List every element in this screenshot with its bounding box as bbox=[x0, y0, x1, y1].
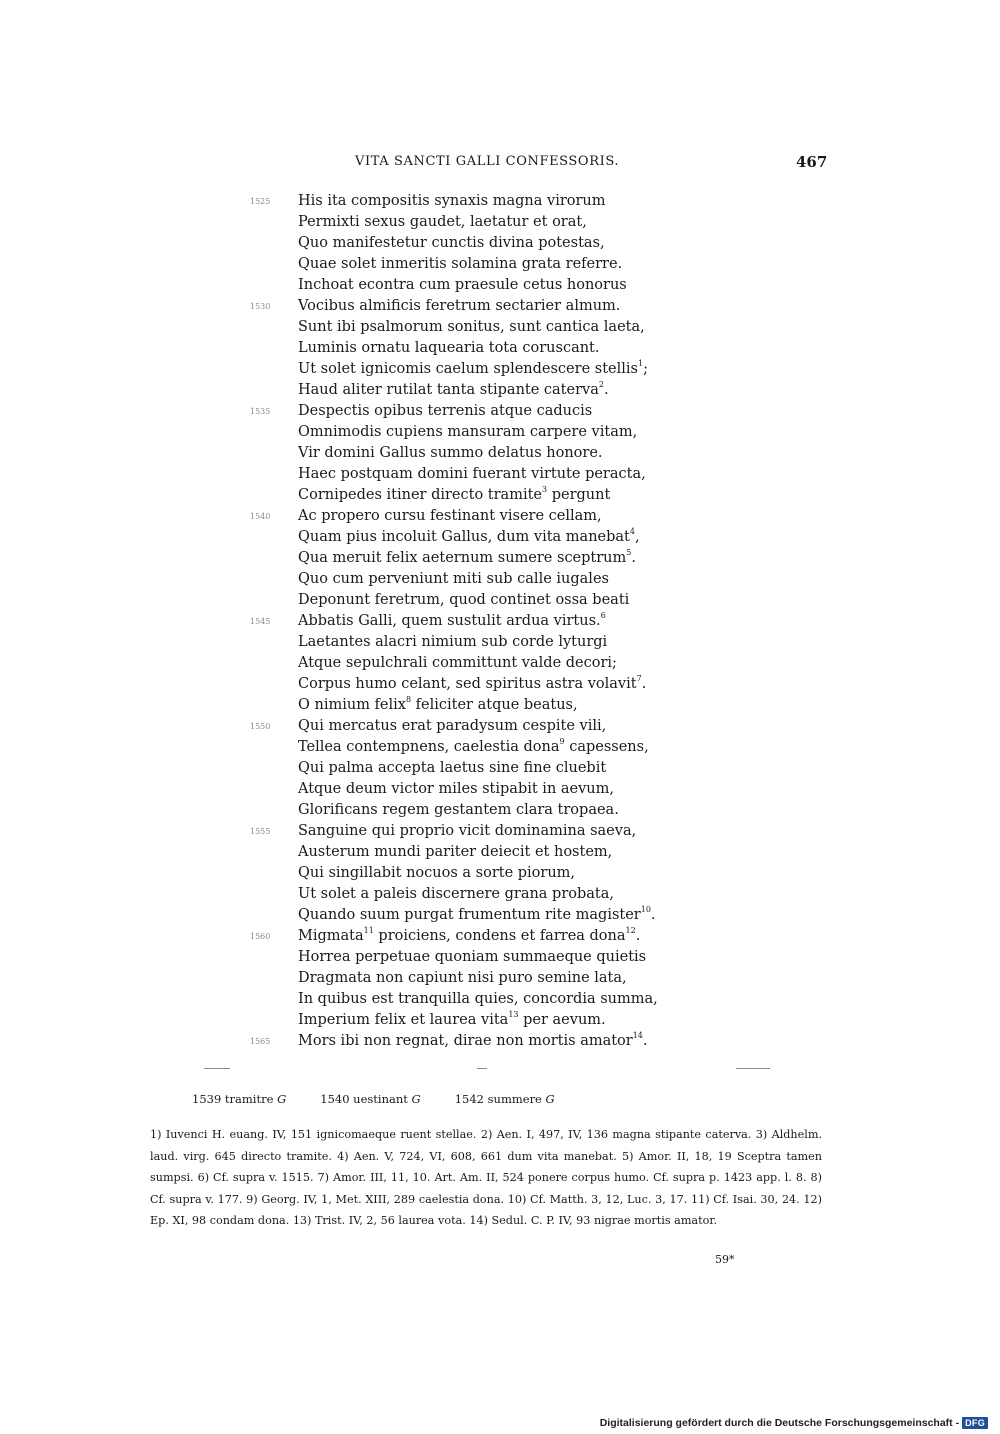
dfg-logo-icon: DFG bbox=[962, 1417, 988, 1429]
witness-siglum: G bbox=[277, 1092, 287, 1106]
digitization-credit bbox=[600, 1417, 988, 1429]
line-number: 1540 bbox=[250, 512, 271, 521]
verse-line bbox=[250, 1010, 700, 1031]
verse-text: Quo cum perveniunt miti sub calle iugales bbox=[298, 571, 609, 587]
verse-line bbox=[250, 590, 700, 611]
verse-line bbox=[250, 548, 700, 569]
verse-text: Luminis ornatu laquearia tota coruscant. bbox=[298, 340, 600, 356]
footnote-marker: 8 bbox=[405, 695, 412, 705]
verse-line bbox=[250, 758, 700, 779]
verse-text: Haec postquam domini fuerant virtute peracta, bbox=[298, 466, 646, 482]
footnote-marker: 6 bbox=[600, 611, 606, 621]
verse-line bbox=[250, 737, 700, 758]
footnote-marker: 5 bbox=[626, 548, 632, 558]
verse-text: Ac propero cursu festinant visere cellam, bbox=[298, 508, 602, 524]
verse-text: Horrea perpetuae quoniam summaeque quietis bbox=[298, 949, 647, 965]
footnotes: 1) Iuvenci H. euang. IV, 151 ignicomaeque ruent stellae. 2) Aen. I, 497, IV, 136 magna stipante caterva. 3) Aldhelm. laud. virg. 645 directo tramite. 4) Aen. V, 724, VI, 608, 661 dum vita manebat. 5) Amor. II, 18, 19 Sceptra tamen sumpsi. 6) Cf. supra v. 1515. 7) Amor. III, 11, 10. Art. Am. II, 524 ponere corpus humo. Cf. supra p. 1423 app. l. 8. 8) Cf. supra v. 177. 9) Georg. IV, 1, Met. XIII, 289 caelestia dona. 10) Cf. Matth. 3, 12, Luc. 3, 17. 11) Cf. Isai. 30, 24. 12) Ep. XI, 98 condam dona. 13) Trist. IV, 2, 56 laurea vota. 14) Sedul. C. P. IV, 93 nigrae mortis amator. bbox=[150, 1128, 822, 1228]
verse-text: Atque sepulchrali committunt valde decori; bbox=[298, 655, 617, 671]
verse-line bbox=[250, 821, 700, 842]
footnote-marker: 3 bbox=[542, 485, 548, 495]
verse-line bbox=[250, 779, 700, 800]
page-number: 467 bbox=[796, 153, 828, 171]
verse-text: Haud aliter rutilat tanta stipante caterva$^2$. bbox=[298, 380, 609, 398]
verse-text: His ita compositis synaxis magna virorum bbox=[298, 193, 606, 209]
verse-text: Tellea contempnens, caelestia dona$^9$ capessens, bbox=[298, 737, 649, 755]
verse-text: Laetantes alacri nimium sub corde lyturgi bbox=[298, 634, 608, 650]
verse-line bbox=[250, 926, 700, 947]
verse-line bbox=[250, 506, 700, 527]
verse-text: Glorificans regem gestantem clara tropaea. bbox=[298, 802, 619, 818]
verse-line bbox=[250, 191, 700, 212]
verse-line bbox=[250, 254, 700, 275]
credit-text: Digitalisierung gefördert durch die Deutsche Forschungsgemeinschaft - bbox=[599, 1417, 960, 1429]
verse-text: Despectis opibus terrenis atque caducis bbox=[298, 403, 593, 419]
verse-line bbox=[250, 422, 700, 443]
verse-text: Sunt ibi psalmorum sonitus, sunt cantica laeta, bbox=[298, 319, 645, 335]
verse-text: Qui singillabit nocuos a sorte piorum, bbox=[298, 865, 576, 881]
footnote-marker: 7 bbox=[636, 674, 642, 684]
divider-right bbox=[736, 1068, 770, 1069]
verse-text: Qui palma accepta laetus sine fine cluebit bbox=[298, 760, 607, 776]
running-title: VITA SANCTI GALLI CONFESSORIS. bbox=[355, 154, 620, 169]
verse-line bbox=[250, 317, 700, 338]
verse-line bbox=[250, 338, 700, 359]
verse-line bbox=[250, 296, 700, 317]
footnote-marker: 2 bbox=[598, 380, 604, 390]
footnote-marker: 1 bbox=[637, 359, 644, 369]
verse-line bbox=[250, 569, 700, 590]
verse-line bbox=[250, 905, 700, 926]
verse-text: Sanguine qui proprio vicit dominamina saeva, bbox=[298, 823, 637, 839]
verse-text: In quibus est tranquilla quies, concordia summa, bbox=[298, 991, 658, 1007]
verse-text: Quando suum purgat frumentum rite magister$^{10}$. bbox=[298, 905, 656, 923]
verse-text: Corpus humo celant, sed spiritus astra volavit$^7$. bbox=[298, 674, 647, 692]
poem-text bbox=[250, 191, 700, 1052]
verse-line bbox=[250, 842, 700, 863]
line-number: 1545 bbox=[250, 617, 271, 626]
verse-text: Cornipedes itiner directo tramite$^3$ pergunt bbox=[298, 485, 611, 503]
verse-text: Ut solet a paleis discernere grana probata, bbox=[298, 886, 615, 902]
verse-line bbox=[250, 464, 700, 485]
verse-line bbox=[250, 611, 700, 632]
verse-text: O nimium felix$^8$ feliciter atque beatus, bbox=[298, 695, 578, 713]
verse-line bbox=[250, 275, 700, 296]
verse-line bbox=[250, 884, 700, 905]
verse-text: Permixti sexus gaudet, laetatur et orat, bbox=[298, 214, 587, 230]
footnote-marker: 11 bbox=[363, 926, 374, 936]
verse-line bbox=[250, 863, 700, 884]
footnote-marker: 10 bbox=[640, 905, 651, 915]
line-number: 1565 bbox=[250, 1037, 271, 1046]
verse-line bbox=[250, 674, 700, 695]
verse-line bbox=[250, 233, 700, 254]
verse-text: Vocibus almificis feretrum sectarier almum. bbox=[298, 298, 621, 314]
verse-text: Abbatis Galli, quem sustulit ardua virtus.$^6$ bbox=[298, 611, 606, 629]
verse-line bbox=[250, 359, 700, 380]
verse-line bbox=[250, 947, 700, 968]
verse-line bbox=[250, 443, 700, 464]
verse-line bbox=[250, 485, 700, 506]
line-number: 1550 bbox=[250, 722, 271, 731]
footnote-marker: 13 bbox=[508, 1010, 519, 1020]
apparatus-entry: 1542 summere G bbox=[454, 1092, 555, 1106]
verse-text: Austerum mundi pariter deiecit et hostem, bbox=[298, 844, 613, 860]
verse-text: Migmata$^{11}$ proiciens, condens et farrea dona$^{12}$. bbox=[298, 926, 641, 944]
witness-siglum: G bbox=[411, 1092, 421, 1106]
verse-line bbox=[250, 632, 700, 653]
verse-text: Imperium felix et laurea vita$^{13}$ per aevum. bbox=[298, 1010, 606, 1028]
line-number: 1560 bbox=[250, 932, 271, 941]
verse-line bbox=[250, 800, 700, 821]
verse-line bbox=[250, 527, 700, 548]
verse-line bbox=[250, 716, 700, 737]
footnote-marker: 9 bbox=[559, 737, 565, 747]
verse-line bbox=[250, 401, 700, 422]
verse-text: Mors ibi non regnat, dirae non mortis amator$^{14}$. bbox=[298, 1031, 648, 1049]
verse-text: Quae solet inmeritis solamina grata referre. bbox=[298, 256, 623, 272]
verse-line bbox=[250, 380, 700, 401]
critical-apparatus bbox=[192, 1092, 589, 1106]
verse-text: Quam pius incoluit Gallus, dum vita manebat$^4$, bbox=[298, 527, 640, 545]
verse-text: Qua meruit felix aeternum sumere sceptrum$^5$. bbox=[298, 548, 636, 566]
verse-line bbox=[250, 968, 700, 989]
verse-line bbox=[250, 695, 700, 716]
verse-text: Atque deum victor miles stipabit in aevum, bbox=[298, 781, 615, 797]
footnote-marker: 12 bbox=[625, 926, 636, 936]
verse-text: Dragmata non capiunt nisi puro semine lata, bbox=[298, 970, 627, 986]
divider-left bbox=[204, 1068, 230, 1069]
verse-line bbox=[250, 989, 700, 1010]
verse-text: Deponunt feretrum, quod continet ossa beati bbox=[298, 592, 630, 608]
verse-text: Omnimodis cupiens mansuram carpere vitam, bbox=[298, 424, 638, 440]
verse-line bbox=[250, 212, 700, 233]
verse-text: Inchoat econtra cum praesule cetus honorus bbox=[298, 277, 627, 293]
verse-text: Qui mercatus erat paradysum cespite vili, bbox=[298, 718, 607, 734]
divider-middle bbox=[477, 1068, 487, 1069]
verse-line bbox=[250, 653, 700, 674]
line-number: 1535 bbox=[250, 407, 271, 416]
verse-text: Quo manifestetur cunctis divina potestas, bbox=[298, 235, 605, 251]
verse-line bbox=[250, 1031, 700, 1052]
folio-signature: 59* bbox=[715, 1253, 735, 1266]
line-number: 1525 bbox=[250, 197, 271, 206]
footnote-marker: 14 bbox=[632, 1031, 643, 1041]
apparatus-entry: 1539 tramitre G bbox=[192, 1092, 287, 1106]
apparatus-entry: 1540 uestinant G bbox=[320, 1092, 421, 1106]
footnote-marker: 4 bbox=[629, 527, 635, 537]
line-number: 1530 bbox=[250, 302, 271, 311]
verse-text: Vir domini Gallus summo delatus honore. bbox=[298, 445, 603, 461]
witness-siglum: G bbox=[545, 1092, 555, 1106]
verse-text: Ut solet ignicomis caelum splendescere stellis$^1$; bbox=[298, 359, 648, 377]
line-number: 1555 bbox=[250, 827, 271, 836]
